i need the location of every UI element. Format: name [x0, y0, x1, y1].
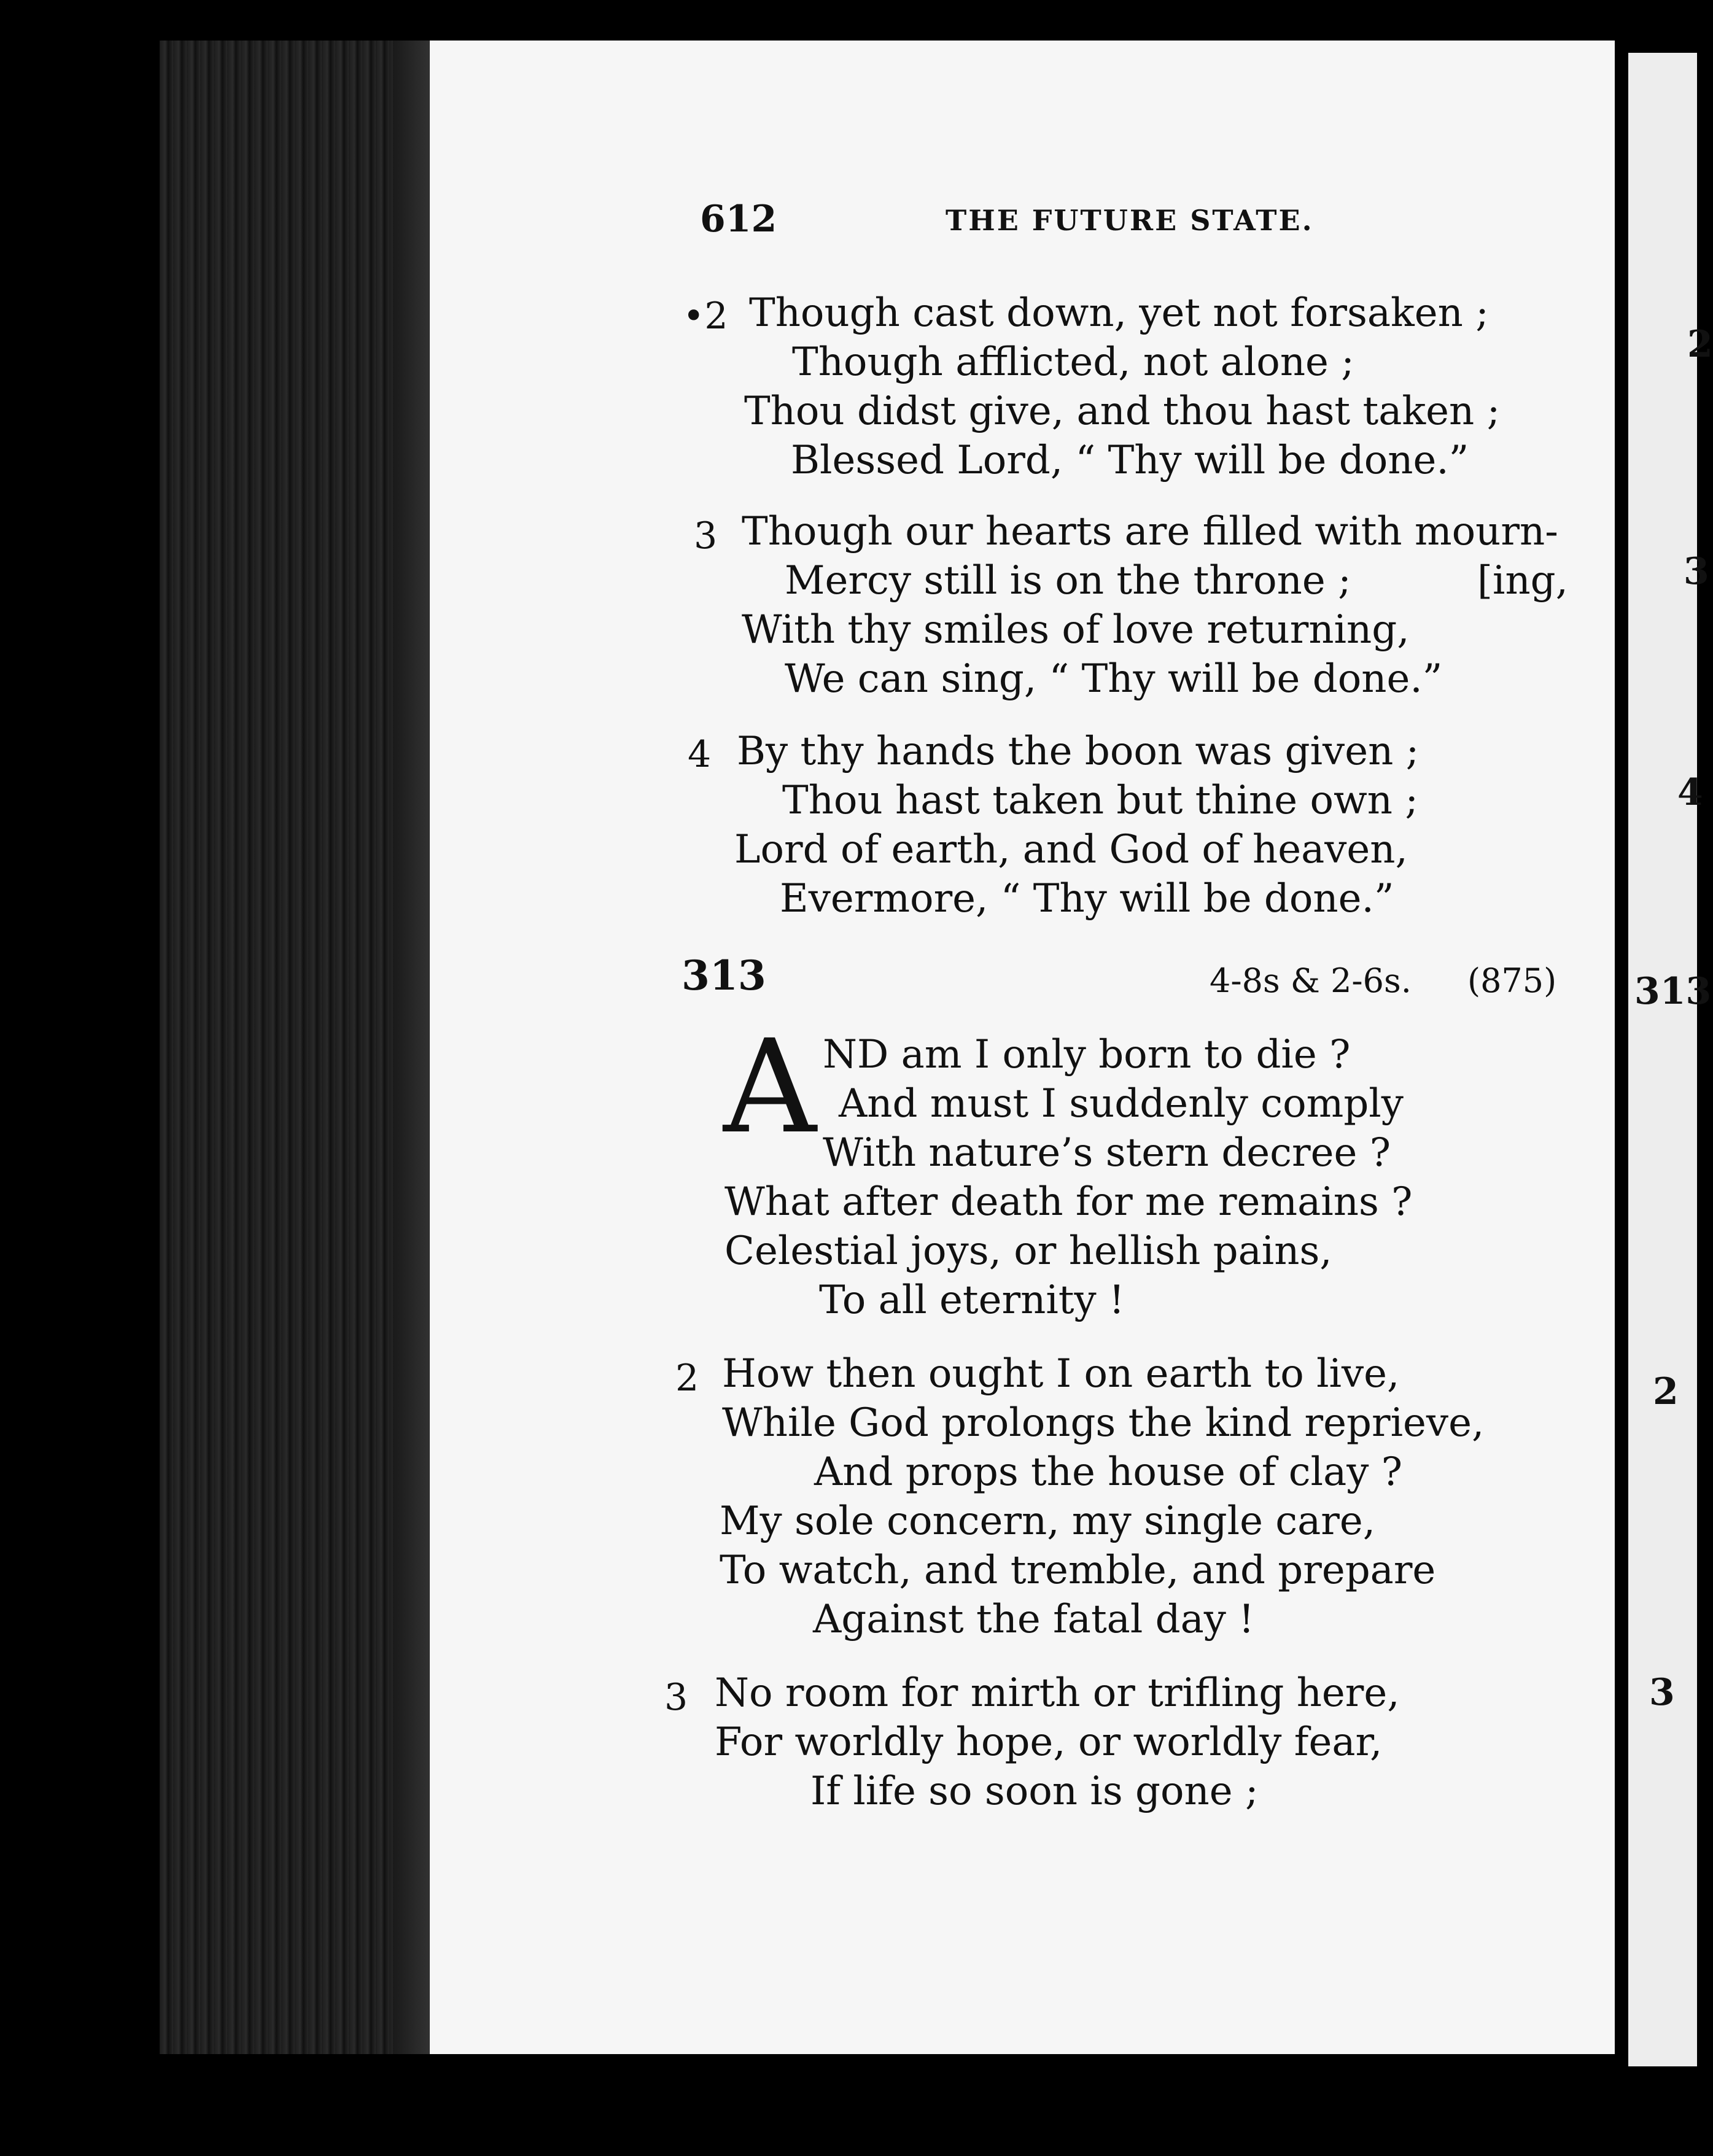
- verse-line: Celestial joys, or hellish pains,: [724, 1228, 1332, 1274]
- verse-line: Thou hast taken but thine own ;: [782, 778, 1418, 823]
- verse-line: To watch, and tremble, and prepare: [720, 1548, 1436, 1593]
- verse-line: ND am I only born to die ?: [823, 1032, 1351, 1077]
- page-gutter: [1615, 41, 1628, 2054]
- next-page-fragment: 2: [1653, 1370, 1679, 1413]
- verse-line: Evermore, “ Thy will be done.”: [780, 876, 1394, 921]
- hymn-number: 313: [682, 952, 766, 999]
- verse-line: And props the house of clay ?: [814, 1449, 1403, 1495]
- verse-line: Lord of earth, and God of heaven,: [734, 827, 1408, 872]
- verse-line: Blessed Lord, “ Thy will be done.”: [791, 438, 1469, 483]
- running-title: THE FUTURE STATE.: [946, 204, 1314, 237]
- hymn-reference: (875): [1467, 961, 1557, 1000]
- verse-line: My sole concern, my single care,: [720, 1499, 1376, 1544]
- verse-line: Though our hearts are filled with mourn-: [742, 509, 1558, 554]
- verse-line: How then ought I on earth to live,: [722, 1351, 1400, 1397]
- verse-line: Though afflicted, not alone ;: [792, 339, 1354, 385]
- book-page: [430, 41, 1615, 2054]
- verse-line: And must I suddenly comply: [839, 1081, 1404, 1126]
- stanza-number: •2: [683, 295, 728, 338]
- verse-line: For worldly hope, or worldly fear,: [715, 1720, 1383, 1765]
- verse-line: No room for mirth or trifling here,: [715, 1670, 1400, 1716]
- verse-line: Against the fatal day !: [813, 1597, 1254, 1642]
- next-page-fragment: 3: [1649, 1671, 1675, 1714]
- next-page-fragment: 313: [1634, 970, 1712, 1013]
- verse-line: While God prolongs the kind reprieve,: [722, 1400, 1485, 1446]
- hymn-meter: 4-8s & 2-6s.: [1210, 961, 1412, 1000]
- verse-line: To all eternity !: [819, 1278, 1125, 1323]
- next-page-edge: [1628, 53, 1713, 2066]
- next-page-fragment: 4: [1677, 771, 1703, 814]
- page-number: 612: [700, 198, 777, 241]
- verse-line: By thy hands the boon was given ;: [737, 729, 1420, 774]
- stanza-number: 4: [688, 733, 712, 776]
- verse-line: Though cast down, yet not forsaken ;: [749, 290, 1489, 336]
- verse-line: What after death for me remains ?: [724, 1179, 1413, 1225]
- stanza-number: 3: [694, 514, 718, 557]
- next-page-fragment: 2: [1687, 323, 1713, 366]
- stanza-number: 3: [664, 1676, 688, 1719]
- drop-cap: A: [723, 1012, 817, 1162]
- next-page-fragment: 3: [1684, 550, 1709, 593]
- verse-line: If life so soon is gone ;: [810, 1769, 1259, 1814]
- verse-line: Thou didst give, and thou hast taken ;: [744, 389, 1501, 434]
- verse-line: With thy smiles of love returning,: [742, 607, 1410, 653]
- verse-line: Mercy still is on the throne ;: [785, 558, 1351, 603]
- line-runover: [ing,: [1477, 558, 1568, 603]
- verse-line: We can sing, “ Thy will be done.”: [785, 656, 1443, 702]
- stanza-number: 2: [675, 1357, 699, 1400]
- verse-line: With nature’s stern decree ?: [823, 1130, 1391, 1176]
